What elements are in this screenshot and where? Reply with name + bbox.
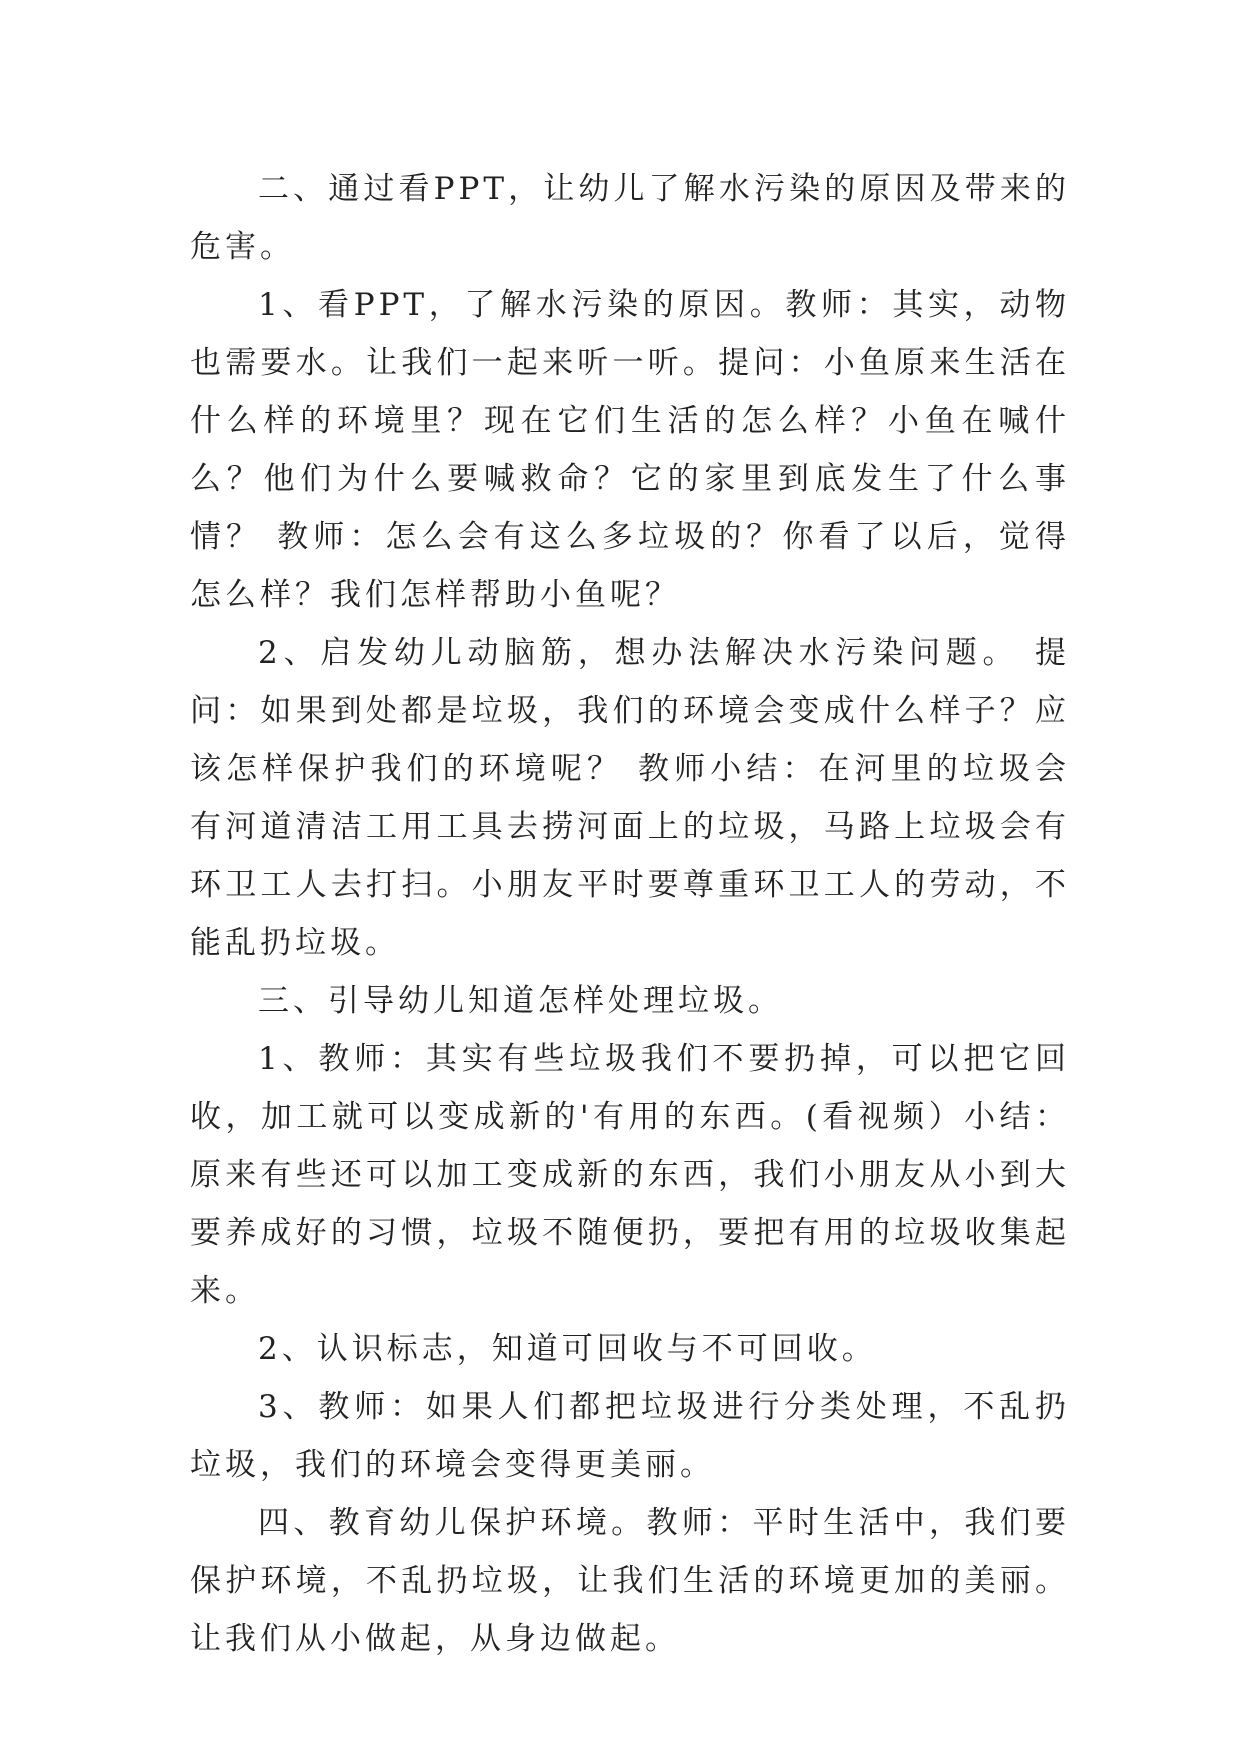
paragraph-3-3: 3、教师：如果人们都把垃圾进行分类处理，不乱扔垃圾，我们的环境会变得更美丽。 <box>190 1389 1070 1483</box>
paragraph-3-2: 2、认识标志，知道可回收与不可回收。 <box>258 1331 877 1367</box>
paragraph-2-2: 2、启发幼儿动脑筋，想办法解决水污染问题。 提问：如果到处都是垃圾，我们的环境会变成什么样子？应该怎样保护我们的环境呢？ 教师小结：在河里的垃圾会有河道清洁工用工具去捞河面上的垃圾，马路上垃圾会有环卫工人去打扫。小朋友平时要尊重环卫工人的劳动，不能乱扔垃圾。 <box>190 635 1070 961</box>
paragraph-section-4: 四、教育幼儿保护环境。教师：平时生活中，我们要保护环境，不乱扔垃圾，让我们生活的环境更加的美丽。让我们从小做起，从身边做起。 <box>190 1505 1070 1657</box>
paragraph-2-1: 1、看PPT，了解水污染的原因。教师：其实，动物也需要水。让我们一起来听一听。提问：小鱼原来生活在什么样的环境里？现在它们生活的怎么样？小鱼在喊什么？他们为什么要喊救命？它的家里到底发生了什么事情？ 教师：怎么会有这么多垃圾的？你看了以后，觉得怎么样？我们怎样帮助小鱼呢？ <box>190 287 1070 613</box>
paragraph-3-1: 1、教师：其实有些垃圾我们不要扔掉，可以把它回收，加工就可以变成新的'有用的东西。(看视频）小结：原来有些还可以加工变成新的东西，我们小朋友从小到大要养成好的习惯，垃圾不随便扔，要把有用的垃圾收集起来。 <box>190 1041 1070 1309</box>
paragraph-section-3: 三、引导幼儿知道怎样处理垃圾。 <box>258 983 783 1019</box>
paragraph-section-2: 二、通过看PPT，让幼儿了解水污染的原因及带来的危害。 <box>190 171 1070 265</box>
document-body <box>190 160 1070 1668</box>
